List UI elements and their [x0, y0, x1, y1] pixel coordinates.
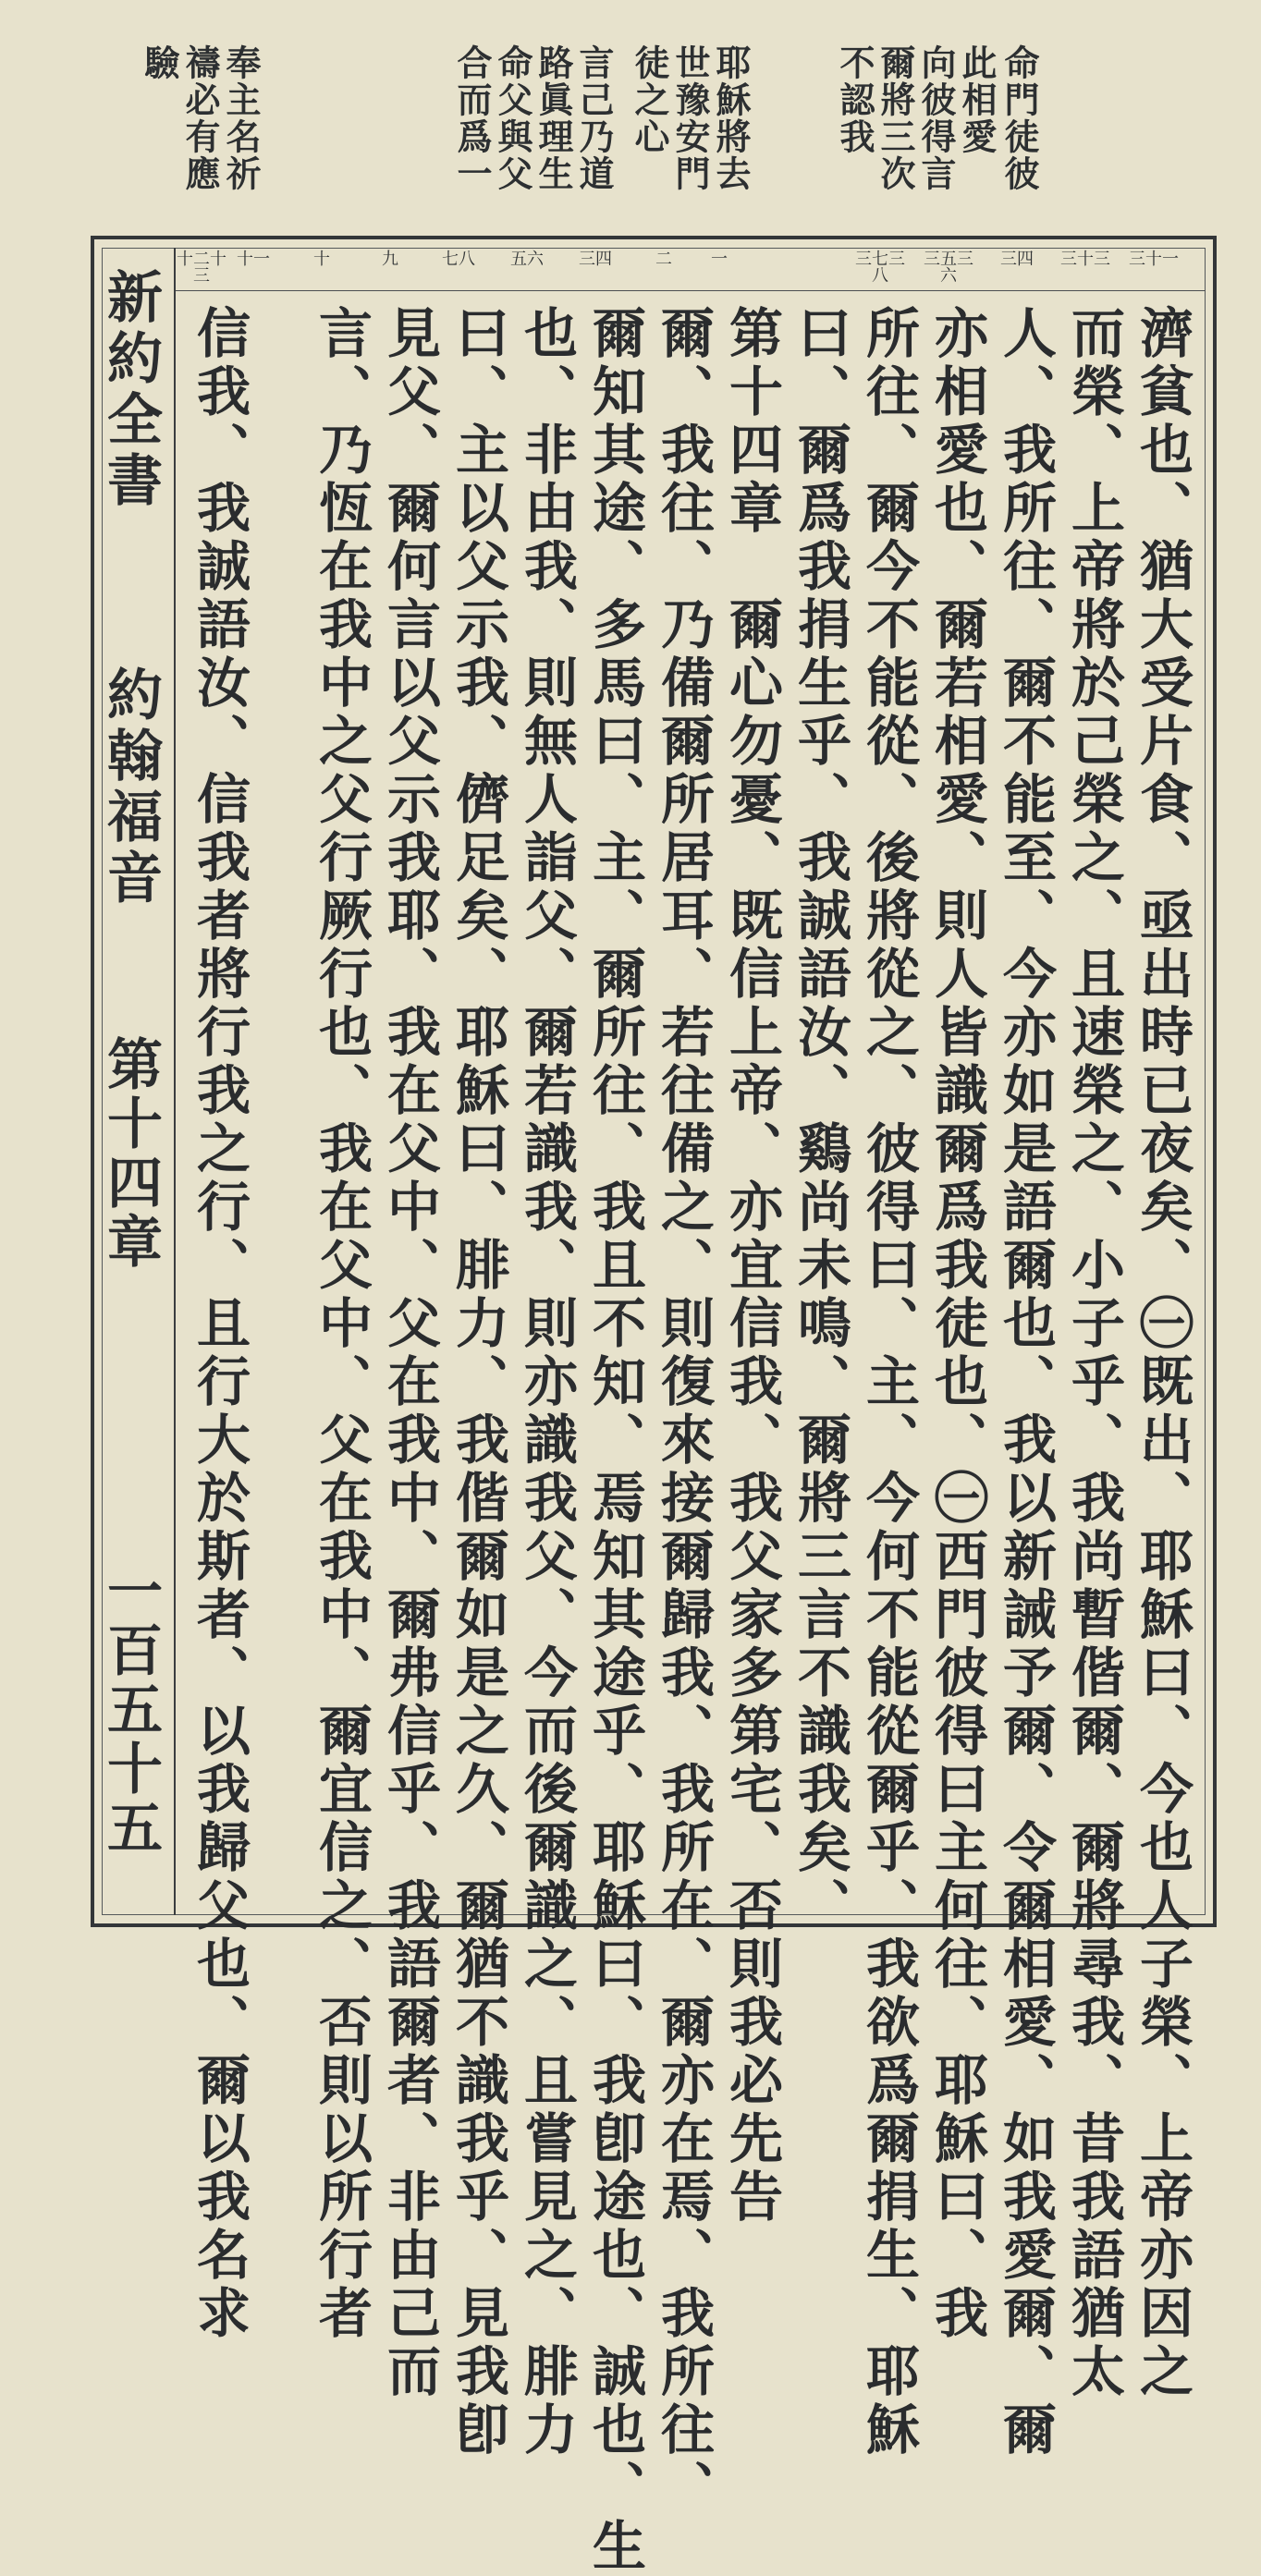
text-column: 爾知其途、多馬曰、主、爾所往、我且不知、焉知其途乎、耶穌曰、我卽途也、誠也、生	[583, 305, 646, 2576]
text-column: 言、乃恆在我中之父行厥行也、我在父中、父在我中、爾宜信之、否則以所行者	[310, 305, 373, 2343]
marginal-note: 此相愛	[956, 44, 998, 155]
text-column: 第十四章 爾心勿憂、既信上帝、亦宜信我、我父家多第宅、否則我必先告	[720, 305, 783, 2227]
marginal-note: 耶穌將去	[710, 44, 752, 192]
marginal-note: 驗	[139, 44, 180, 81]
verse-number: 十一	[237, 250, 270, 269]
verse-number-row	[176, 251, 1206, 288]
text-column: 爾、我往、乃備爾所居耳、若往備之、則復來接爾歸我、我所在、爾亦在焉、我所往、	[652, 305, 715, 2518]
text-column: 亦相愛也、爾若相愛、則人皆識爾爲我徒也、㊀西門彼得曰主何往、耶穌曰、我	[925, 305, 988, 2343]
marginal-notes	[139, 44, 1040, 229]
gospel-title: 約翰福音	[98, 665, 163, 910]
text-column: 曰、主以父示我、儕足矣、耶穌曰、腓力、我偕爾如是之久、爾猶不識我乎、見我卽	[447, 305, 509, 2460]
chapter-label: 第十四章	[98, 1035, 163, 1272]
verse-number: 三四	[1000, 250, 1034, 269]
verse-number: 三五三六	[924, 250, 973, 286]
page-number: 一百五十五	[98, 1562, 163, 1858]
marginal-note: 路眞理生	[533, 44, 574, 192]
text-column: 也、非由我、則無人詣父、爾若識我、則亦識我父、今而後爾識之、且嘗見之、腓力	[515, 305, 578, 2460]
verse-number: 三七三八	[855, 250, 905, 286]
verse-number: 十	[313, 250, 330, 269]
verse-number: 二	[655, 250, 672, 269]
marginal-note: 不認我	[834, 44, 875, 155]
text-column: 見父、爾何言以父示我耶、我在父中、父在我中、爾弗信乎、我語爾者、非由己而	[378, 305, 441, 2401]
verse-number: 十二十三	[177, 250, 226, 286]
marginal-note: 禱必有應	[179, 44, 221, 192]
marginal-note: 合而爲一	[451, 44, 493, 192]
verse-number-divider	[176, 290, 1206, 291]
marginal-note: 向彼得言	[915, 44, 957, 192]
marginal-note: 命門徒彼	[998, 44, 1040, 192]
marginal-note: 奉主名祈	[220, 44, 262, 192]
marginal-note: 命父與父	[492, 44, 533, 192]
verse-number: 三四	[579, 250, 612, 269]
text-column: 濟貧也、猶大受片食、亟出時已夜矣、㊀既出、耶穌曰、今也人子榮、上帝亦因之	[1131, 305, 1194, 2401]
title-divider	[174, 248, 176, 1915]
text-column: 人、我所往、爾不能至、今亦如是語爾也、我以新誡予爾、令爾相愛、如我愛爾、爾	[994, 305, 1057, 2460]
marginal-note: 徒之心	[629, 44, 670, 155]
verse-number: 三十三	[1060, 250, 1110, 269]
marginal-note: 言己乃道	[573, 44, 615, 192]
verse-number: 三十一	[1129, 250, 1179, 269]
text-column: 曰、爾爲我捐生乎、我誠語汝、鷄尚未鳴、爾將三言不識我矣、	[789, 305, 851, 1935]
verse-number: 一	[711, 250, 728, 269]
verse-number: 七八	[442, 250, 475, 269]
text-column: 所往、爾今不能從、後將從之、彼得曰、主、今何不能從爾乎、我欲爲爾捐生、耶穌	[857, 305, 920, 2460]
marginal-note: 爾將三次	[875, 44, 916, 192]
verse-number: 九	[382, 250, 398, 269]
text-column: 而榮、上帝將於己榮之、且速榮之、小子乎、我尚暫偕爾、爾將尋我、昔我語猶太	[1062, 305, 1125, 2401]
marginal-note: 世豫安門	[669, 44, 711, 192]
text-column: 信我、我誠語汝、信我者將行我之行、且行大於斯者、以我歸父也、爾以我名求	[188, 305, 251, 2343]
verse-number: 五六	[510, 250, 544, 269]
book-title: 新約全書	[98, 268, 163, 512]
